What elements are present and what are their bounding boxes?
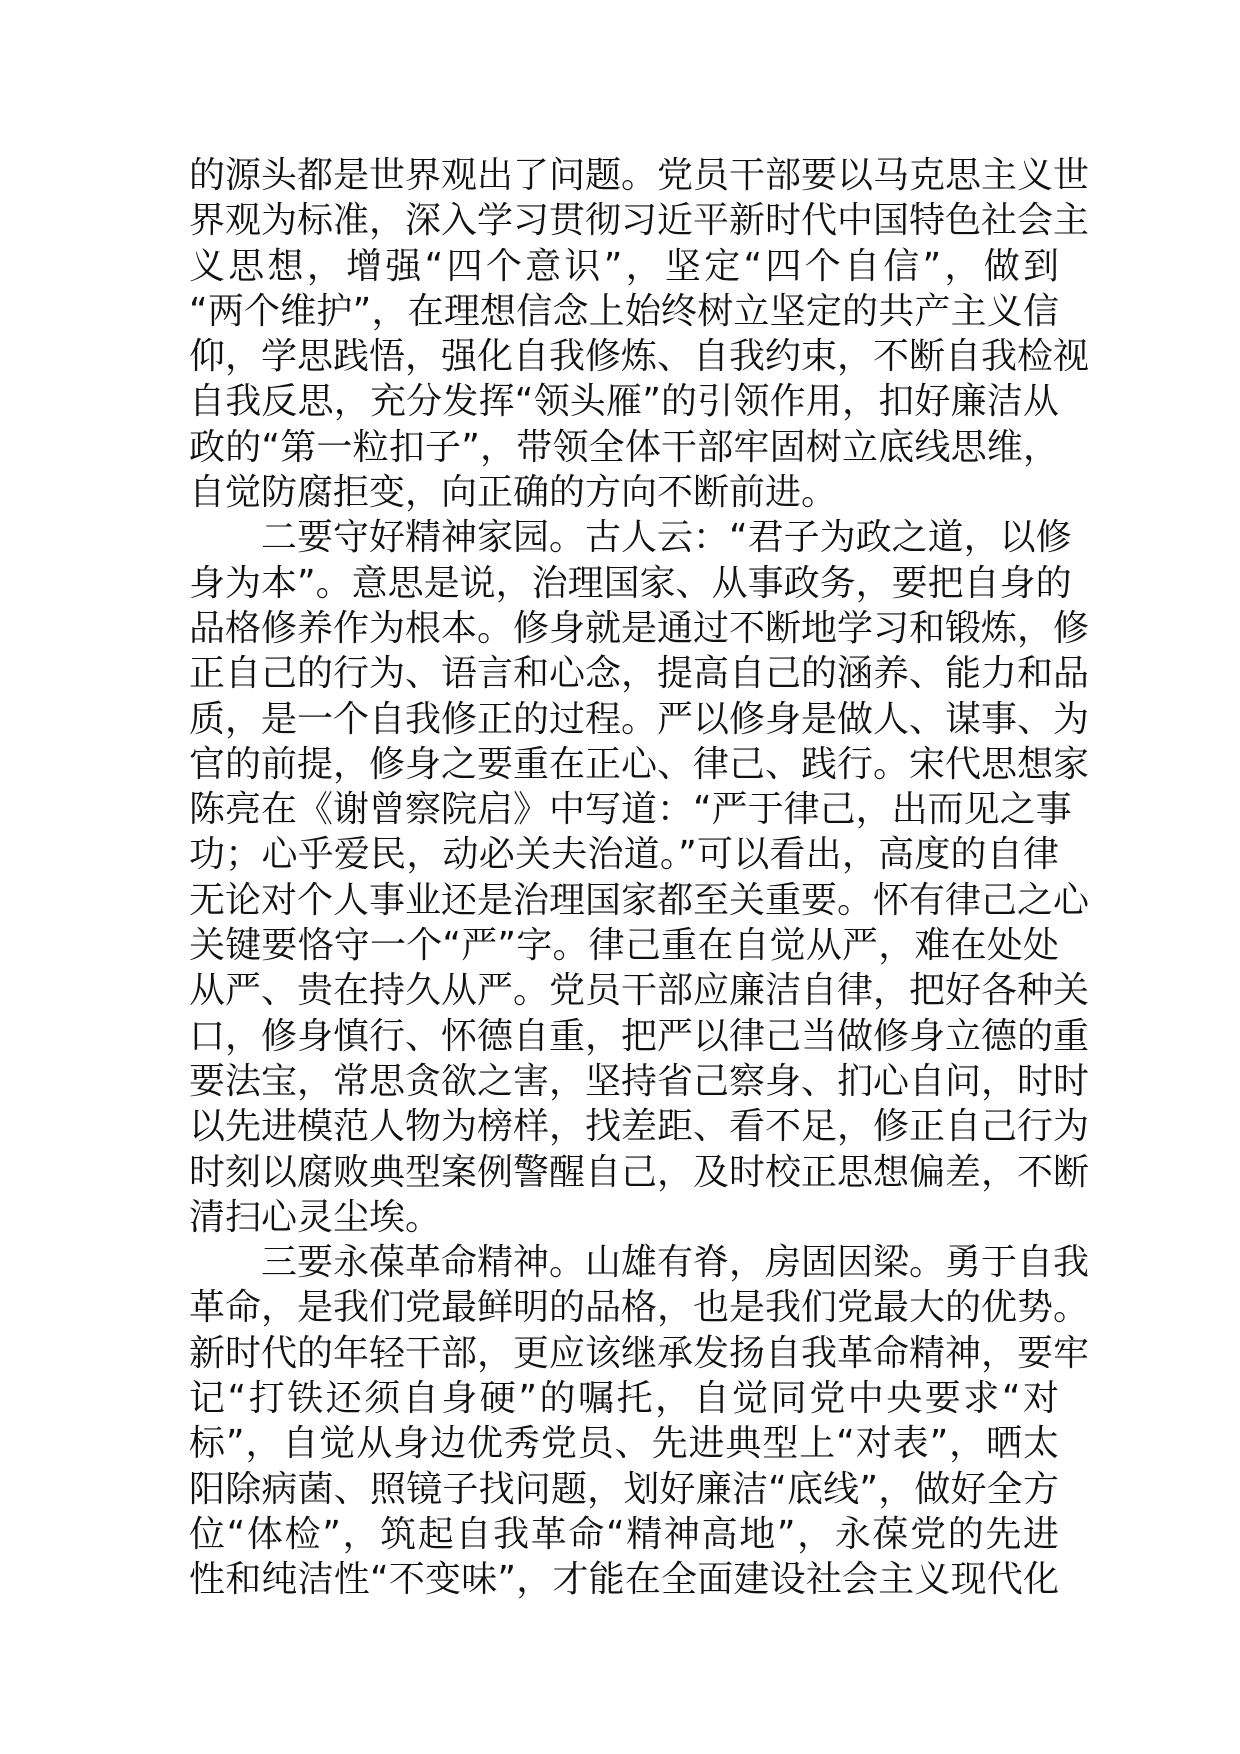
text-line: 要法宝，常思贪欲之害，坚持省己察身、扪心自问，时时 (189, 1060, 1090, 1102)
text-line: 阳除病菌、照镜子找问题，划好廉洁“底线”，做好全方 (189, 1468, 1059, 1510)
text-line: 无论对个人事业还是治理国家都至关重要。怀有律己之心 (189, 879, 1090, 921)
text-line: 性和纯洁性“不变味”，才能在全面建设社会主义现代化 (189, 1559, 1059, 1601)
text-line: 记“打铁还须自身硬”的嘱托，自觉同党中央要求“对 (189, 1378, 1059, 1420)
text-line: 关键要恪守一个“严”字。律己重在自觉从严，难在处处 (189, 925, 1059, 967)
text-line: 以先进模范人物为榜样，找差距、看不足，修正自己行为 (189, 1106, 1090, 1148)
text-line: 官的前提，修身之要重在正心、律己、践行。宋代思想家 (189, 743, 1090, 785)
text-line: 标”，自觉从身边优秀党员、先进典型上“对表”，晒太 (189, 1423, 1059, 1465)
text-line: 自我反思，充分发挥“领头雁”的引领作用，扣好廉洁从 (189, 381, 1059, 423)
text-line: 从严、贵在持久从严。党员干部应廉洁自律，把好各种关 (189, 970, 1090, 1012)
text-line: 口，修身慎行、怀德自重，把严以律己当做修身立德的重 (189, 1015, 1090, 1057)
paragraph-start-line: 二要守好精神家园。古人云：“君子为政之道，以修 (261, 517, 1072, 559)
text-line: 位“体检”，筑起自我革命“精神高地”，永葆党的先进 (189, 1513, 1059, 1555)
paragraph-start-line: 三要永葆革命精神。山雄有脊，房固因梁。勇于自我 (261, 1242, 1090, 1284)
body-text (189, 153, 1090, 1603)
text-line: 革命，是我们党最鲜明的品格，也是我们党最大的优势。 (189, 1287, 1090, 1329)
text-line: 身为本”。意思是说，治理国家、从事政务，要把自身的 (189, 562, 1072, 604)
text-line: 陈亮在《谢曾察院启》中写道：“严于律己，出而见之事 (189, 789, 1072, 831)
text-line: 义思想，增强“四个意识”，坚定“四个自信”，做到 (189, 245, 1059, 287)
text-line: 政的“第一粒扣子”，带领全体干部牢固树立底线思维， (189, 426, 1059, 468)
text-line: 质，是一个自我修正的过程。严以修身是做人、谋事、为 (189, 698, 1090, 740)
paragraph-end-line: 清扫心灵尘埃。 (189, 1196, 442, 1238)
text-line: 正自己的行为、语言和心念，提高自己的涵养、能力和品 (189, 653, 1090, 695)
text-line: 功；心乎爱民，动必关夫治道。”可以看出，高度的自律 (189, 834, 1059, 876)
text-line: 品格修养作为根本。修身就是通过不断地学习和锻炼，修 (189, 607, 1090, 649)
text-line: “两个维护”，在理想信念上始终树立坚定的共产主义信 (189, 290, 1059, 332)
text-line: 仰，学思践悟，强化自我修炼、自我约束，不断自我检视 (189, 336, 1090, 378)
text-line: 新时代的年轻干部，更应该继承发扬自我革命精神，要牢 (189, 1332, 1090, 1374)
paragraph-end-line: 自觉防腐拒变，向正确的方向不断前进。 (189, 472, 838, 514)
text-line: 的源头都是世界观出了问题。党员干部要以马克思主义世 (189, 155, 1090, 196)
text-line: 界观为标准，深入学习贯彻习近平新时代中国特色社会主 (189, 200, 1090, 242)
text-line: 时刻以腐败典型案例警醒自己，及时校正思想偏差，不断 (189, 1151, 1090, 1193)
